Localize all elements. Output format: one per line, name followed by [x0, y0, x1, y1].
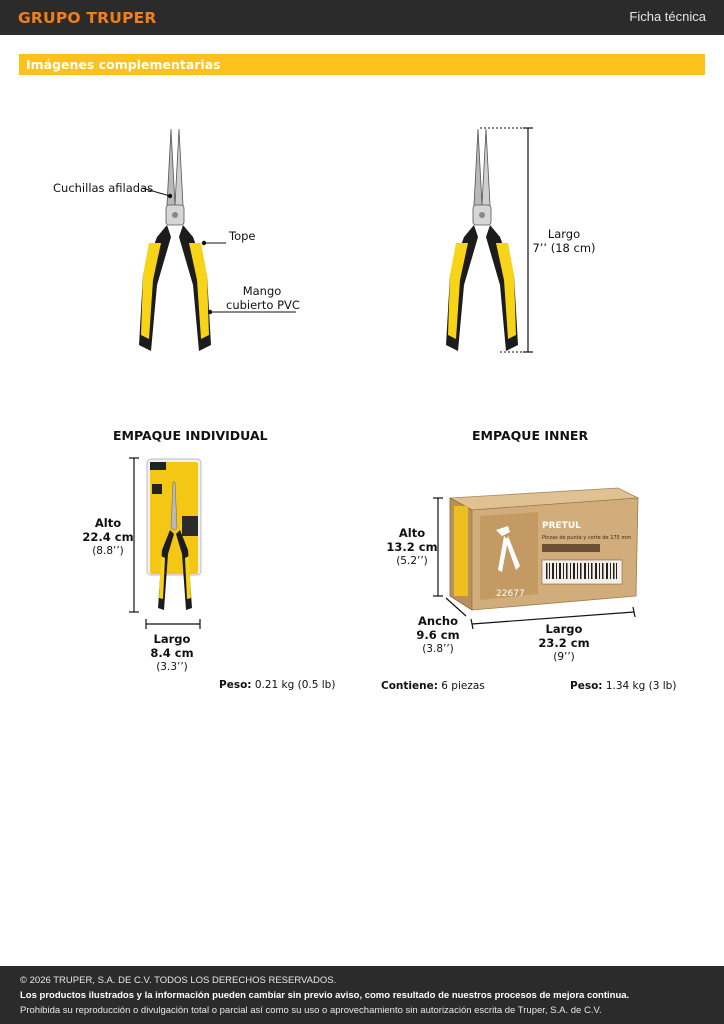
label-stop: Tope [229, 229, 256, 243]
inner-contents-label: Contiene: [381, 680, 438, 692]
inner-length-label [534, 622, 594, 664]
inner-height-in: (5.2’’) [396, 555, 428, 567]
inner-height-title: Alto [398, 526, 426, 540]
inner-weight-label: Peso: [570, 680, 603, 692]
section-title: Imágenes complementarias [26, 57, 221, 72]
inner-contents [381, 680, 485, 692]
individual-height-in: (8.8’’) [92, 545, 124, 557]
brand-logo: GRUPO TRUPER [18, 9, 157, 27]
box-description-text: Pinzas de punta y corte de 175 mm [542, 535, 632, 541]
inner-height-cm: 13.2 cm [386, 540, 438, 554]
label-handle-line2: cubierto PVC [226, 298, 300, 312]
footer-copyright: © 2026 TRUPER, S.A. DE C.V. TODOS LOS DERECHOS RESERVADOS. [20, 975, 337, 986]
individual-weight-label: Peso: [219, 679, 252, 691]
inner-width-cm: 9.6 cm [416, 628, 460, 642]
label-handle-line1: Mango [242, 284, 282, 298]
inner-weight-value: 1.34 kg (3 lb) [605, 680, 677, 692]
individual-height-cm: 22.4 cm [82, 530, 134, 544]
label-blades: Cuchillas afiladas [53, 181, 154, 195]
inner-height-label [385, 526, 439, 568]
inner-package-heading: EMPAQUE INNER [472, 428, 589, 443]
label-length-value: 7’’ (18 cm) [532, 241, 596, 255]
inner-length-in: (9’’) [553, 651, 575, 663]
footer-prohibition: Prohibida su reproducción o divulgación total o parcial así como su uso o aprovechamiento sin autorización escrita de Truper, S.A. de C.V. [20, 1005, 602, 1016]
individual-weight-value: 0.21 kg (0.5 lb) [254, 679, 336, 691]
inner-width-in: (3.8’’) [422, 643, 454, 655]
inner-width-title: Ancho [418, 614, 458, 628]
individual-length-in: (3.3’’) [156, 661, 188, 673]
label-length-title: Largo [547, 227, 581, 241]
footer-disclaimer: Los productos ilustrados y la información pueden cambiar sin previo aviso, como resultado de nuestros procesos de mejora continua. [20, 990, 630, 1001]
inner-width-label [412, 614, 464, 656]
individual-height-title: Alto [94, 516, 122, 530]
box-brand-text: PRETUL [542, 521, 581, 531]
individual-length-title: Largo [153, 632, 191, 646]
inner-length-cm: 23.2 cm [538, 636, 590, 650]
individual-length-cm: 8.4 cm [150, 646, 194, 660]
inner-contents-value: 6 piezas [441, 680, 485, 692]
inner-weight [570, 680, 676, 692]
document-title: Ficha técnica [629, 9, 706, 24]
individual-package-heading: EMPAQUE INDIVIDUAL [113, 428, 268, 443]
box-code-text: 22677 [496, 589, 525, 599]
inner-length-title: Largo [545, 622, 583, 636]
